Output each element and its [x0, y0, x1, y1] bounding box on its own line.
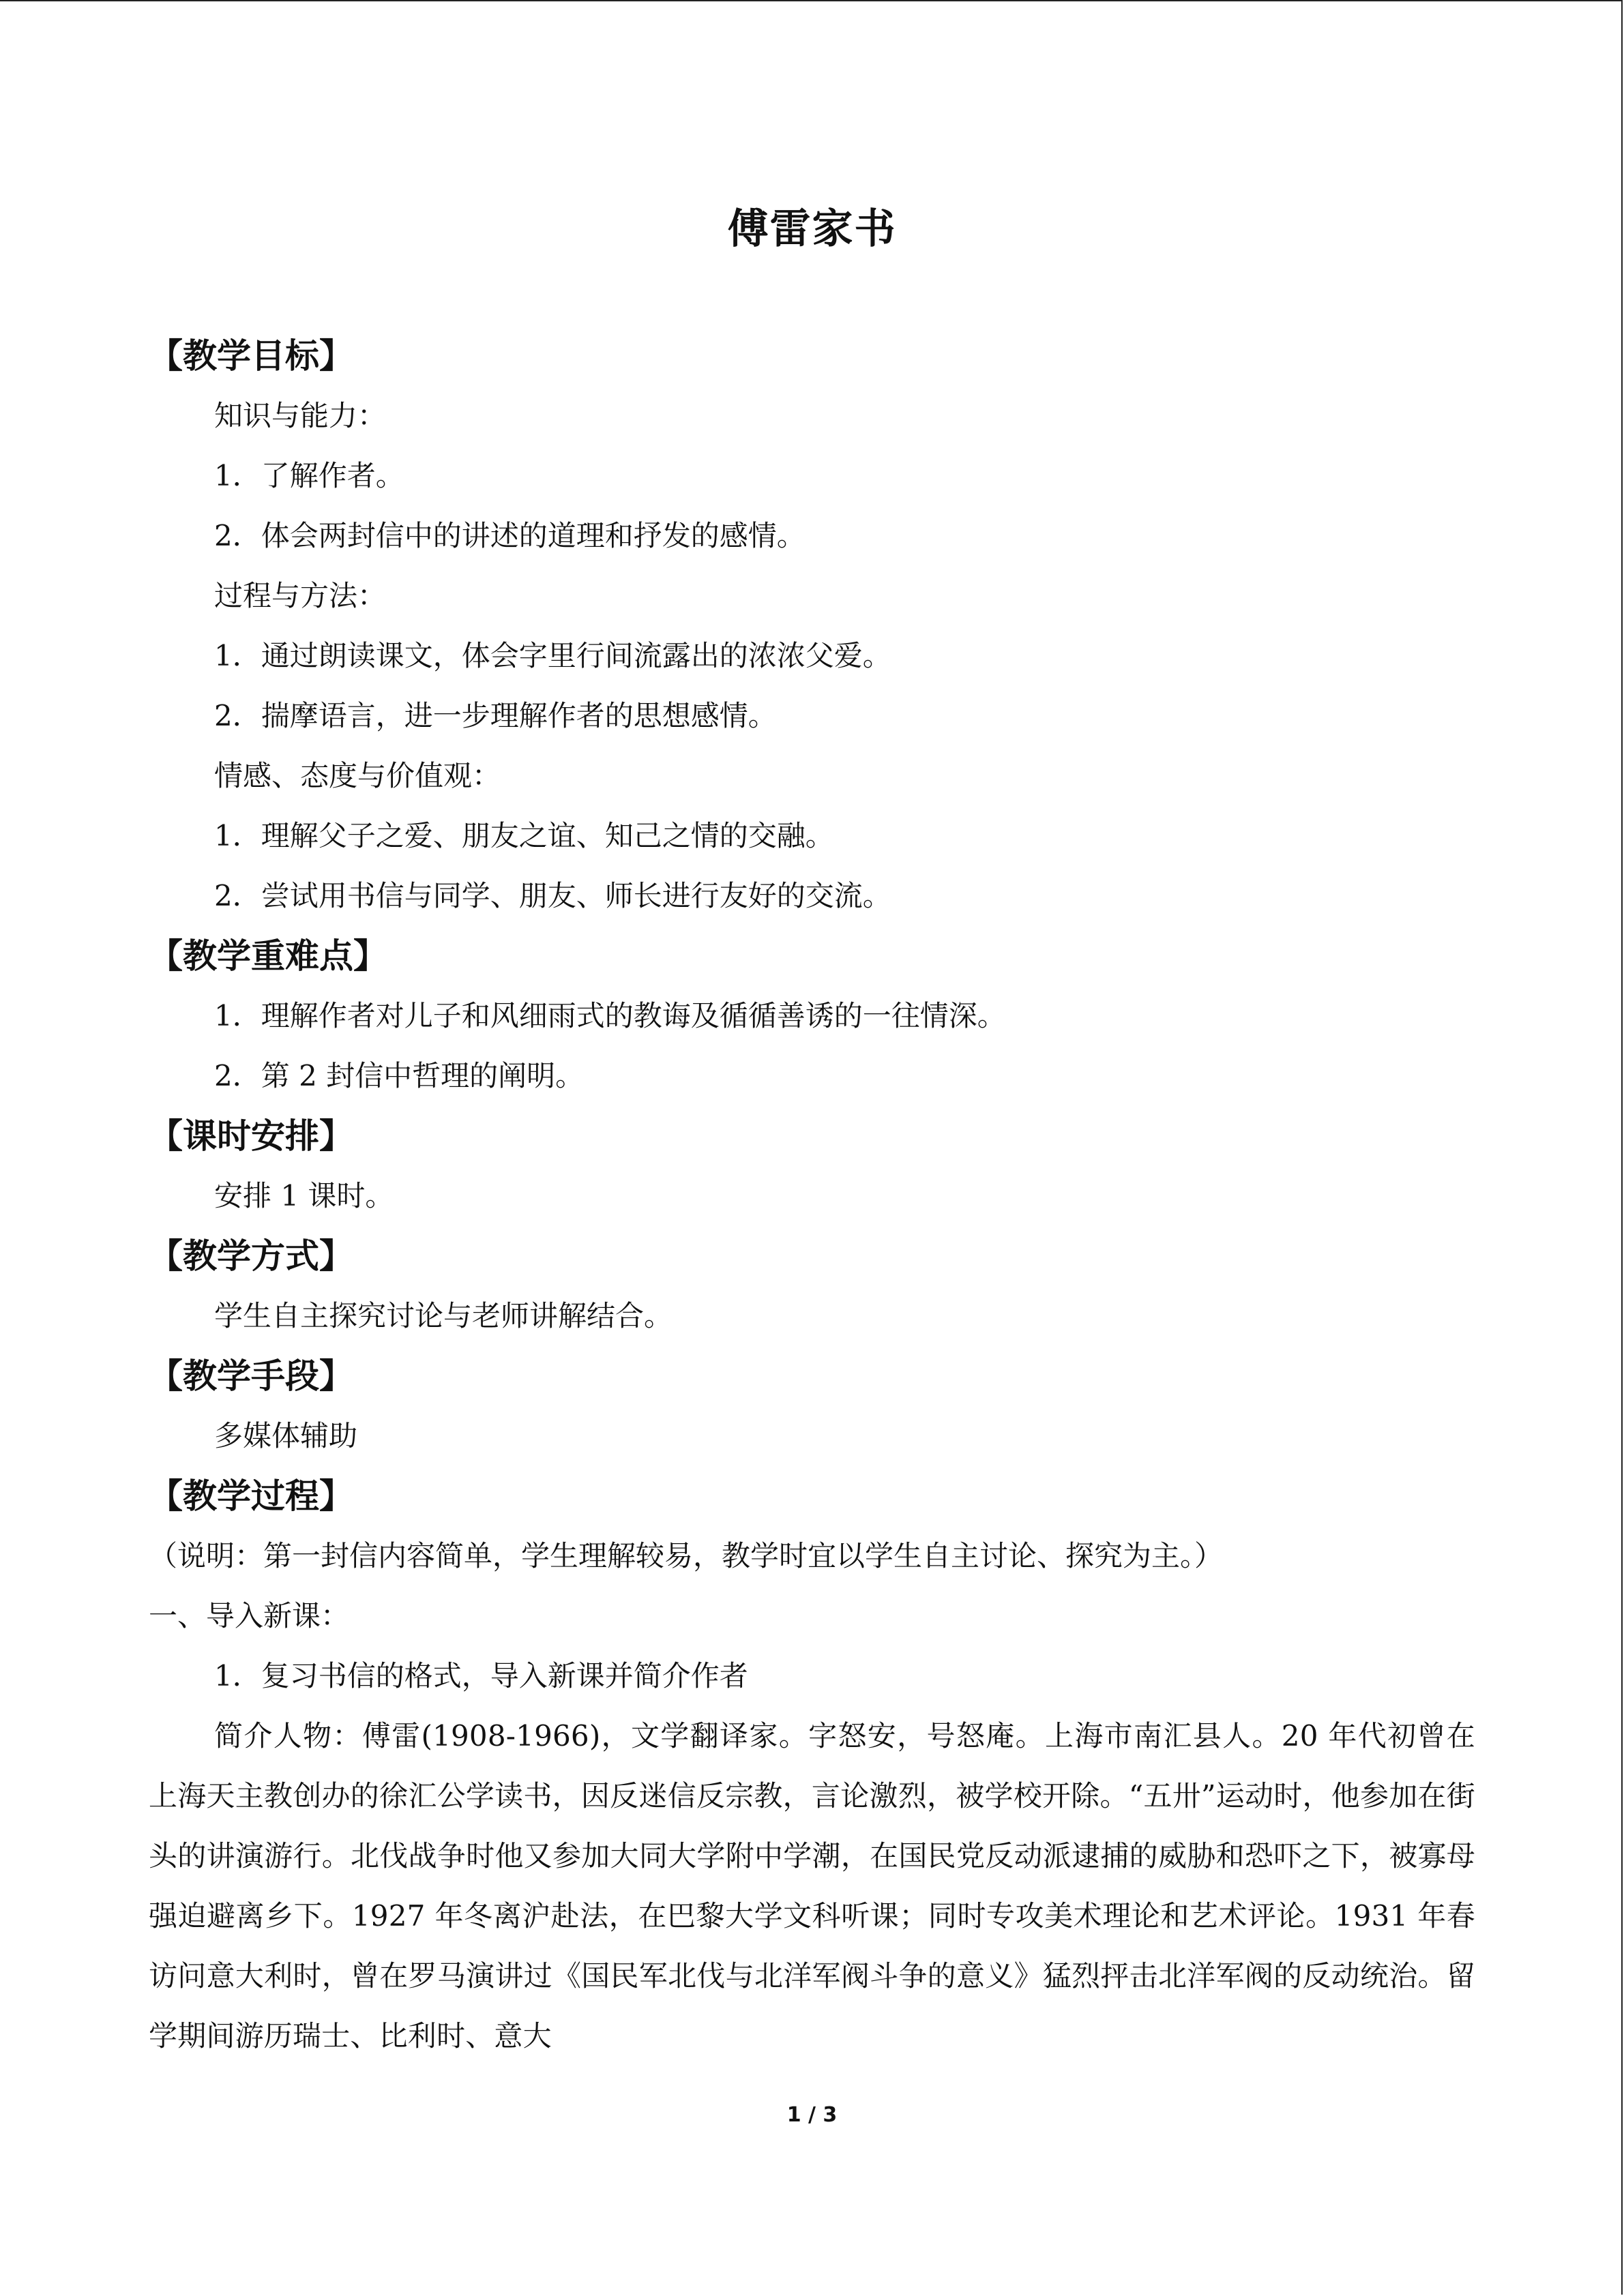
document-title: 傅雷家书: [727, 205, 897, 253]
goal-emotion-1: 1．理解父子之爱、朋友之谊、知己之情的交融。: [214, 819, 834, 852]
process-note: （说明：第一封信内容简单，学生理解较易，教学时宜以学生自主讨论、探究为主。）: [149, 1539, 1224, 1572]
heading-goals: 【教学目标】: [149, 336, 353, 376]
process-step-1-item: 1．复习书信的格式，导入新课并简介作者: [214, 1659, 748, 1693]
heading-means: 【教学手段】: [149, 1356, 353, 1396]
means-text: 多媒体辅助: [214, 1419, 358, 1452]
heading-key-points: 【教学重难点】: [149, 936, 387, 976]
label-emotion: 情感、态度与价值观：: [214, 759, 501, 792]
goal-knowledge-2: 2．体会两封信中的讲述的道理和抒发的感情。: [214, 519, 806, 552]
document-body: [149, 326, 1475, 2066]
method-text: 学生自主探究讨论与老师讲解结合。: [214, 1299, 673, 1332]
goal-process-2: 2．揣摩语言，进一步理解作者的思想感情。: [214, 699, 777, 732]
goal-knowledge-1: 1．了解作者。: [214, 459, 404, 492]
process-step-1: 一、导入新课：: [149, 1599, 350, 1632]
key-point-1: 1．理解作者对儿子和风细雨式的教诲及循循善诱的一往情深。: [214, 999, 1006, 1032]
heading-process: 【教学过程】: [149, 1476, 353, 1516]
page-number: 1 / 3: [786, 2103, 838, 2127]
label-process-method: 过程与方法：: [214, 579, 387, 612]
schedule-text: 安排 1 课时。: [214, 1179, 394, 1212]
key-point-2: 2．第 2 封信中哲理的阐明。: [214, 1059, 585, 1092]
goal-process-1: 1．通过朗读课文，体会字里行间流露出的浓浓父爱。: [214, 639, 891, 672]
author-introduction: 简介人物：傅雷(1908-1966)，文学翻译家。字怒安，号怒庵。上海市南汇县人。20 年代初曾在上海天主教创办的徐汇公学读书，因反迷信反宗教，言论激烈，被学校开除。“五卅”运动时，他参加在街头的讲演游行。北伐战争时他又参加大同大学附中学潮，在国民党反动派逮捕的威胁和恐吓之下，被寡母强迫避离乡下。1927 年冬离沪赴法，在巴黎大学文科听课；同时专攻美术理论和艺术评论。1931 年春访问意大利时，曾在罗马演讲过《国民军北伐与北洋军阀斗争的意义》猛烈抨击北洋军阀的反动统治。留学期间游历瑞士、比利时、意大: [149, 1719, 1475, 2053]
goal-emotion-2: 2．尝试用书信与同学、朋友、师长进行友好的交流。: [214, 879, 891, 912]
heading-schedule: 【课时安排】: [149, 1116, 353, 1156]
heading-method: 【教学方式】: [149, 1236, 353, 1276]
label-knowledge: 知识与能力：: [214, 399, 387, 432]
